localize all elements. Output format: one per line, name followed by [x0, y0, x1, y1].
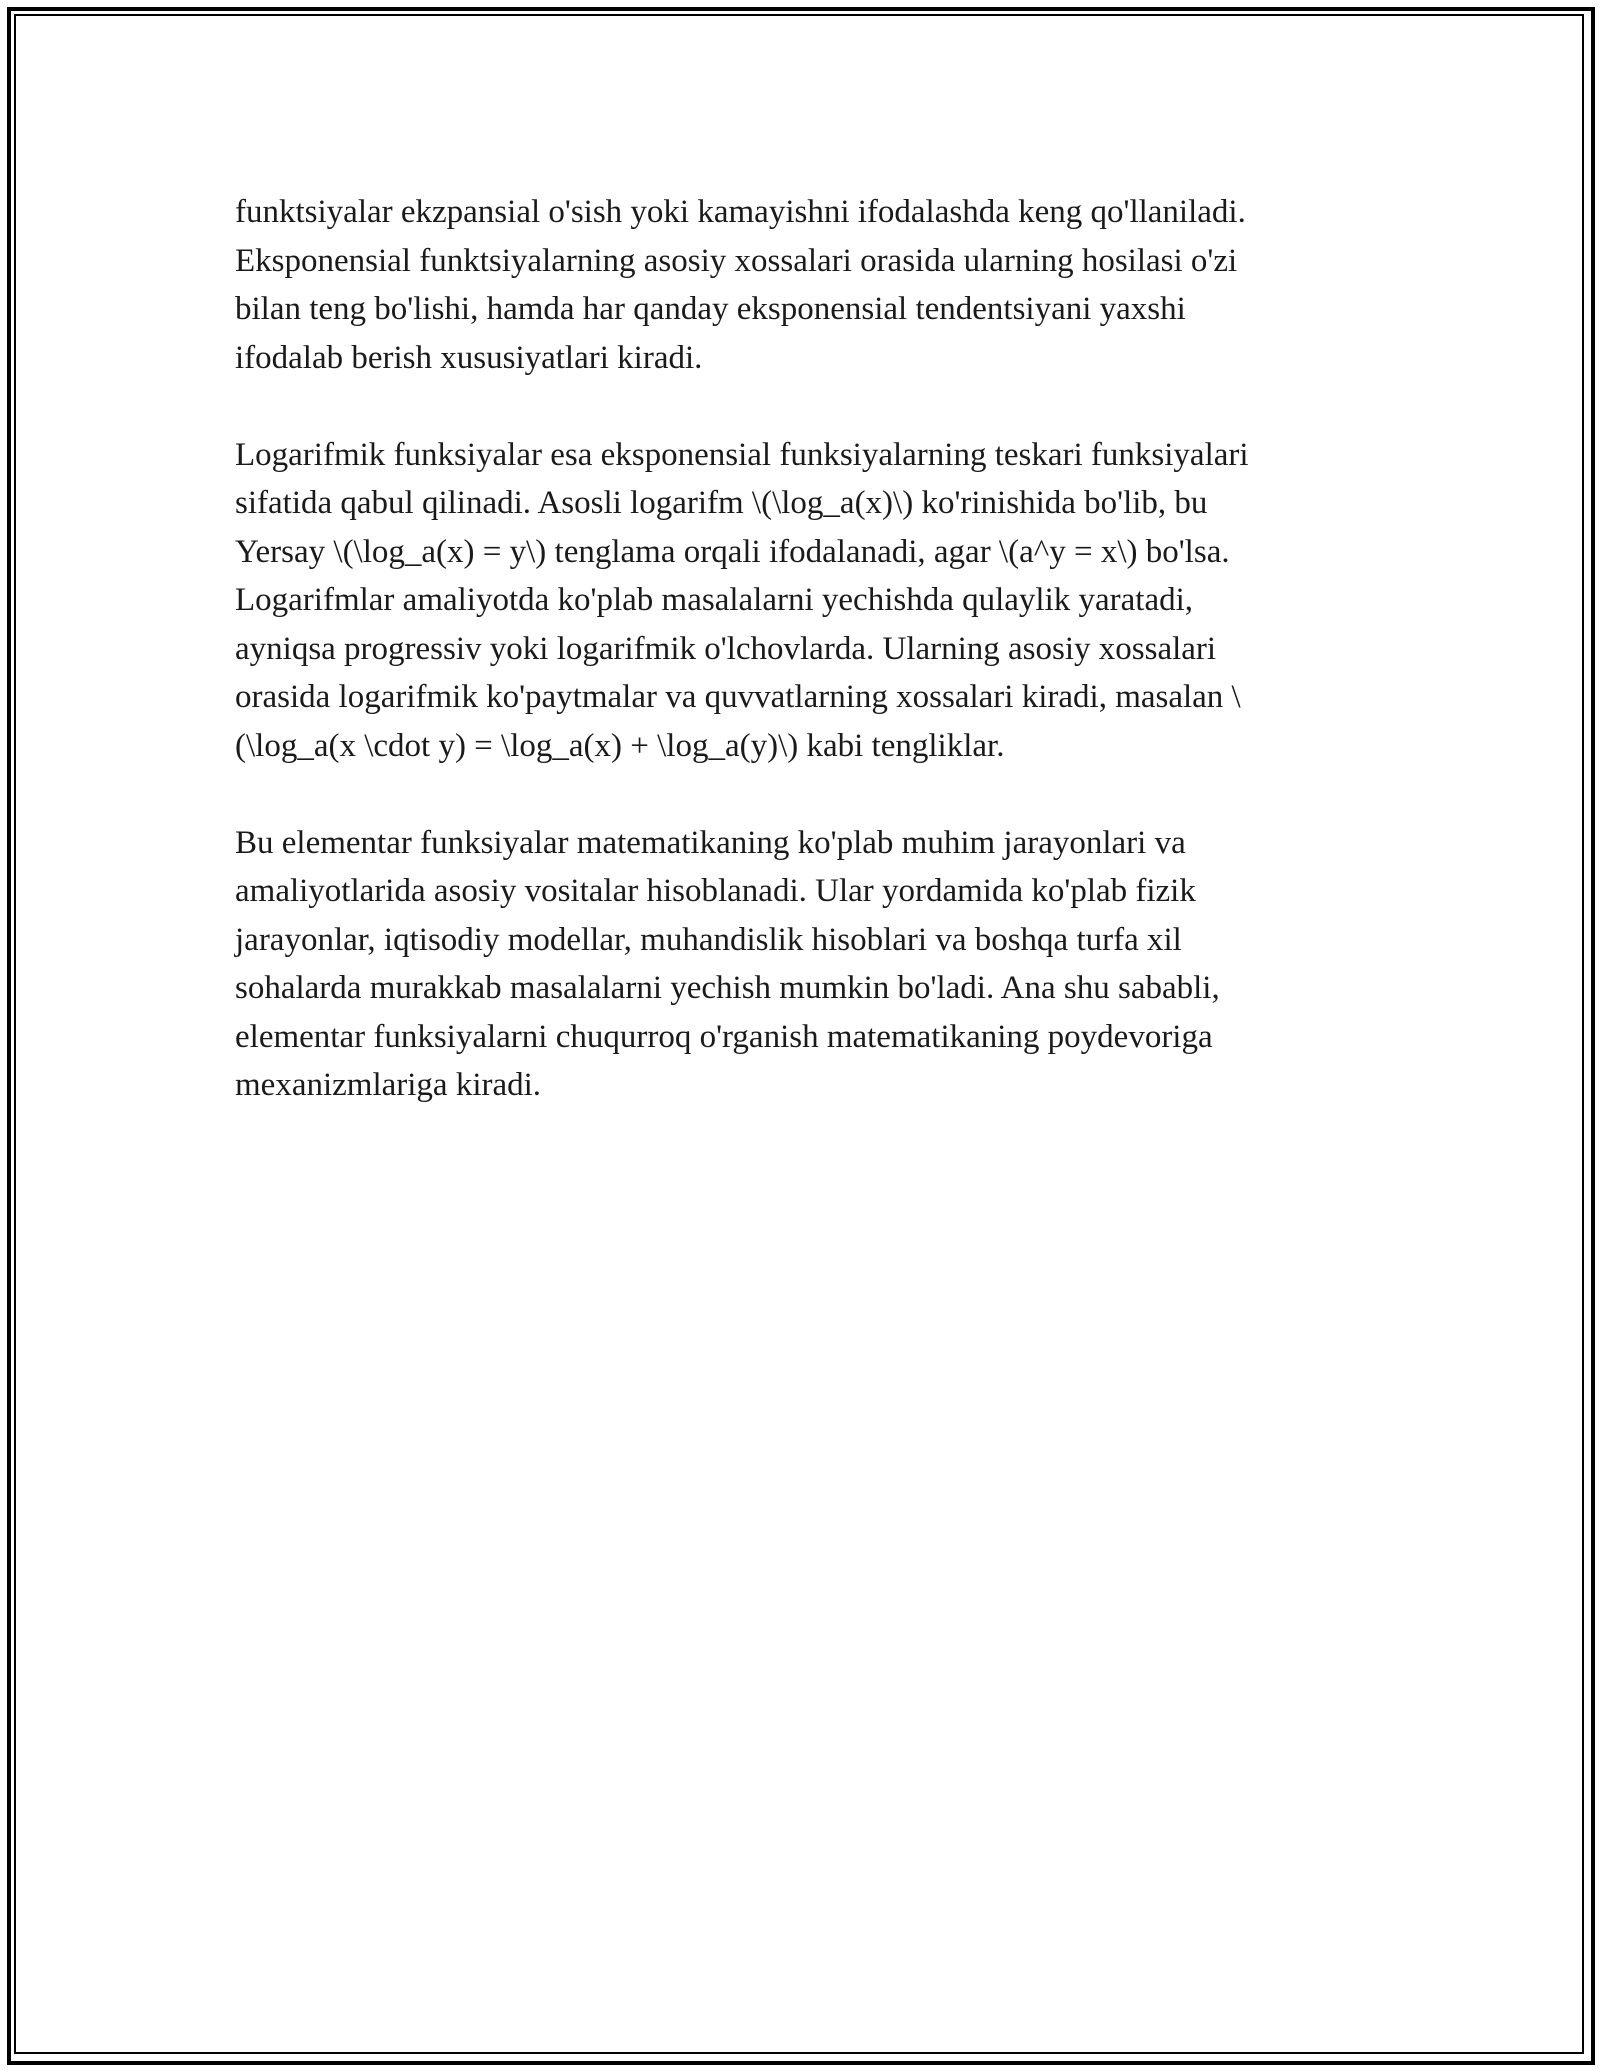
text-line: funktsiyalar ekzpansial o'sish yoki kamayishni ifodalashda keng qo'llaniladi.	[235, 194, 1246, 230]
text-line: elementar funksiyalarni chuqurroq o'rganish matematikaning poydevoriga	[235, 1018, 1213, 1055]
paragraph-logarithmic	[235, 431, 1365, 771]
text-line: orasida logarifmik ko'paytmalar va quvvatlarning xossalari kiradi, masalan \	[235, 679, 1241, 715]
text-line: Logarifmlar amaliyotda ko'plab masalalarni yechishda qulaylik yaratadi,	[235, 582, 1194, 618]
text-line: Yersay \(\log_a(x) = y\) tenglama orqali ifodalanadi, agar \(a^y = x\) bo'lsa.	[235, 533, 1230, 570]
text-line: amaliyotlarida asosiy vositalar hisoblanadi. Ular yordamida ko'plab fizik	[235, 873, 1196, 909]
text-line: bilan teng bo'lishi, hamda har qanday eksponensial tendentsiyani yaxshi	[235, 291, 1186, 327]
text-line: ifodalab berish xususiyatlari kiradi.	[235, 339, 703, 376]
text-line: Bu elementar funksiyalar matematikaning ko'plab muhim jarayonlari va	[235, 824, 1186, 861]
text-line: sohalarda murakkab masalalarni yechish mumkin bo'ladi. Ana shu sababli,	[235, 970, 1220, 1006]
document-body	[235, 188, 1365, 1158]
text-line: Eksponensial funktsiyalarning asosiy xossalari orasida ularning hosilasi o'zi	[235, 242, 1238, 279]
text-line: mexanizmlariga kiradi.	[235, 1067, 542, 1103]
paragraph-conclusion	[235, 819, 1365, 1110]
paragraph-exponential	[235, 188, 1365, 382]
text-line: (\log_a(x \cdot y) = \log_a(x) + \log_a(y)\) kabi tengliklar.	[235, 727, 1005, 764]
text-line: sifatida qabul qilinadi. Asosli logarifm \(\log_a(x)\) ko'rinishida bo'lib, bu	[235, 485, 1208, 521]
text-line: jarayonlar, iqtisodiy modellar, muhandislik hisoblari va boshqa turfa xil	[235, 921, 1182, 958]
text-line: Logarifmik funksiyalar esa eksponensial funksiyalarning teskari funksiyalari	[235, 436, 1249, 473]
text-line: ayniqsa progressiv yoki logarifmik o'lchovlarda. Ularning asosiy xossalari	[235, 630, 1217, 667]
